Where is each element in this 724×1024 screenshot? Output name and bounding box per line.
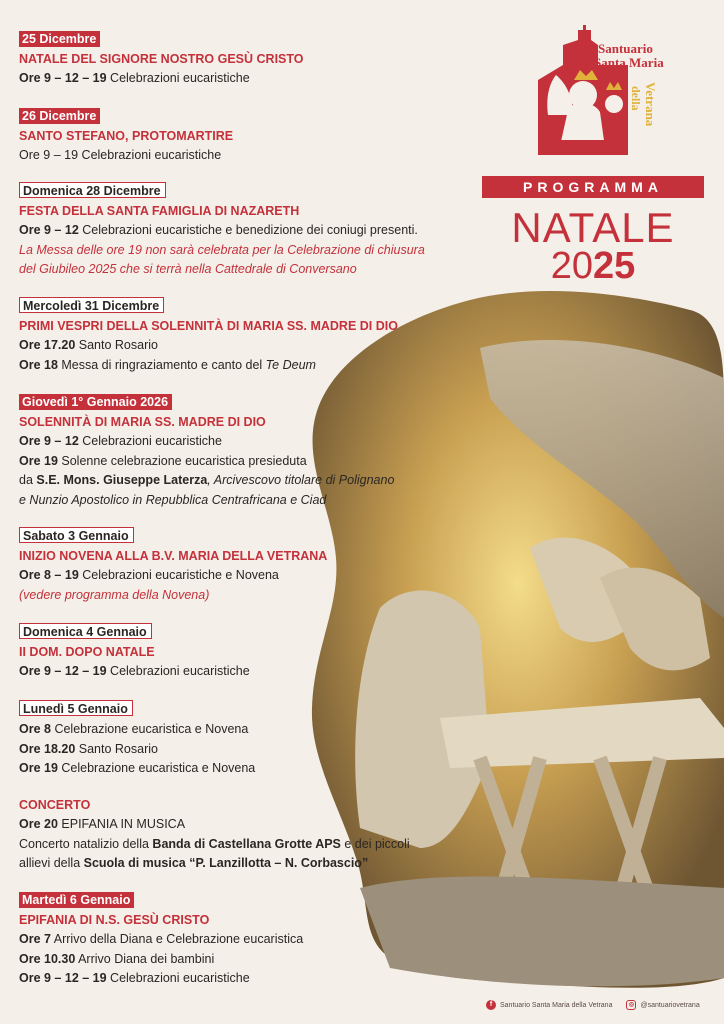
event-1-gennaio	[19, 393, 459, 510]
instagram-icon[interactable]: ◎	[626, 1000, 636, 1010]
event-date: Domenica 28 Dicembre	[19, 182, 166, 198]
event-time: Ore 9 – 12 – 19	[19, 971, 107, 985]
event-concerto	[19, 794, 459, 874]
year-heading	[482, 246, 704, 286]
event-desc: Celebrazioni eucaristiche e benedizione dei coniugi presenti.	[78, 223, 418, 237]
event-desc-italic: , Arcivescovo titolare di Polignano	[207, 473, 395, 487]
event-line	[19, 740, 459, 760]
event-desc: Solenne celebrazione eucaristica presieduta	[57, 453, 307, 468]
event-line	[19, 759, 459, 779]
event-line	[19, 835, 459, 855]
event-line	[19, 221, 459, 241]
event-date: Giovedì 1° Gennaio 2026	[19, 394, 172, 410]
facebook-icon[interactable]: f	[486, 1000, 496, 1010]
event-line	[19, 69, 459, 89]
event-date: 26 Dicembre	[19, 108, 100, 124]
event-desc: Santo Rosario	[75, 741, 158, 756]
event-6-gennaio	[19, 891, 459, 989]
event-date: Domenica 4 Gennaio	[19, 623, 152, 639]
event-title: CONCERTO	[19, 798, 91, 812]
event-note: La Messa delle ore 19 non sarà celebrata per la Celebrazione di chiusura	[19, 242, 425, 257]
event-28-dicembre	[19, 182, 459, 280]
event-desc: Celebrazioni eucaristiche e Novena	[78, 568, 279, 582]
event-time: Ore 10.30	[19, 951, 76, 966]
event-25-dicembre	[19, 30, 459, 89]
event-time: Ore 8	[19, 722, 51, 736]
event-4-gennaio	[19, 623, 459, 682]
event-desc: Messa di ringraziamento e canto del	[57, 357, 266, 372]
event-time: Ore 18	[19, 357, 58, 372]
event-title: INIZIO NOVENA ALLA B.V. MARIA DELLA VETRANA	[19, 549, 328, 563]
event-line	[19, 452, 459, 472]
event-26-dicembre	[19, 107, 459, 166]
logo-text-vetrana: Vetrana	[643, 82, 658, 127]
event-desc: Celebrazione eucaristica e Novena	[50, 722, 249, 736]
event-time: Ore 8 – 19	[19, 568, 79, 582]
event-31-dicembre	[19, 297, 459, 375]
event-desc: da	[19, 473, 37, 487]
event-time: Ore 7	[19, 932, 51, 946]
year-suffix: 25	[593, 245, 636, 287]
event-3-gennaio	[19, 527, 459, 605]
event-title: EPIFANIA DI N.S. GESÙ CRISTO	[19, 913, 210, 927]
event-desc: Arrivo della Diana e Celebrazione eucaristica	[50, 932, 304, 946]
event-line	[19, 662, 459, 682]
event-title: FESTA DELLA SANTA FAMIGLIA DI NAZARETH	[19, 204, 300, 218]
logo-text-santa-maria: Santa Maria	[594, 55, 664, 70]
event-desc: EPIFANIA IN MUSICA	[57, 817, 186, 831]
sanctuary-logo	[528, 20, 678, 165]
celebrant-name: S.E. Mons. Giuseppe Laterza	[36, 473, 208, 487]
event-time: Ore 19	[19, 453, 58, 468]
event-desc: Celebrazioni eucaristiche	[106, 71, 250, 85]
event-desc: e dei piccoli	[340, 836, 410, 851]
facebook-handle[interactable]: Santuario Santa Maria della Vetrana	[500, 1001, 613, 1009]
event-title: NATALE DEL SIGNORE NOSTRO GESÙ CRISTO	[19, 52, 304, 66]
event-line	[19, 815, 459, 835]
event-title: II DOM. DOPO NATALE	[19, 645, 155, 659]
event-date: 25 Dicembre	[19, 31, 100, 47]
event-line	[19, 854, 459, 874]
event-time: Ore 19	[19, 761, 58, 775]
event-title: PRIMI VESPRI DELLA SOLENNITÀ DI MARIA SS. MADRE DI DIO	[19, 319, 398, 333]
event-time: Ore 17.20	[19, 338, 76, 352]
event-line: e Nunzio Apostolico in Repubblica Centrafricana e Ciad	[19, 492, 327, 507]
instagram-handle[interactable]: @santuariovetrana	[640, 1001, 700, 1009]
logo-text-della: della	[629, 86, 643, 111]
event-date: Lunedì 5 Gennaio	[19, 700, 133, 716]
event-line	[19, 950, 459, 970]
event-time: Ore 9 – 12 – 19	[19, 71, 107, 85]
event-desc: Arrivo Diana dei bambini	[75, 951, 215, 966]
footer-social	[486, 998, 716, 1012]
event-line	[19, 356, 459, 376]
programma-banner: PROGRAMMA	[482, 176, 704, 198]
event-title: SOLENNITÀ DI MARIA SS. MADRE DI DIO	[19, 415, 266, 429]
event-date: Martedì 6 Gennaio	[19, 892, 134, 908]
event-date: Mercoledì 31 Dicembre	[19, 297, 164, 313]
event-line	[19, 720, 459, 740]
event-desc-italic: Te Deum	[265, 357, 316, 372]
event-date: Sabato 3 Gennaio	[19, 527, 134, 543]
school-name: Scuola di musica “P. Lanzillotta – N. Corbascio”	[83, 856, 369, 870]
event-line	[19, 471, 459, 491]
event-desc: Celebrazioni eucaristiche	[78, 434, 222, 448]
event-5-gennaio	[19, 700, 459, 779]
event-note: (vedere programma della Novena)	[19, 587, 210, 602]
event-desc: Concerto natalizio della	[19, 836, 153, 851]
event-desc: Celebrazione eucaristica e Novena	[57, 761, 256, 775]
logo-text-santuario: Santuario	[598, 41, 653, 56]
band-name: Banda di Castellana Grotte APS	[152, 836, 341, 851]
event-line	[19, 336, 459, 356]
event-desc: allievi della	[19, 856, 84, 870]
event-time: Ore 18.20	[19, 741, 76, 756]
event-line	[19, 566, 459, 586]
event-line	[19, 969, 459, 989]
natale-heading: NATALE	[511, 204, 675, 251]
event-line	[19, 930, 459, 950]
event-line: Ore 9 – 19 Celebrazioni eucaristiche	[19, 148, 222, 162]
event-desc: Celebrazioni eucaristiche	[106, 971, 250, 985]
event-desc: Celebrazioni eucaristiche	[106, 664, 250, 678]
year-prefix: 20	[550, 245, 593, 287]
event-title: SANTO STEFANO, PROTOMARTIRE	[19, 129, 234, 143]
event-note: del Giubileo 2025 che si terrà nella Cattedrale di Conversano	[19, 262, 357, 276]
event-time: Ore 20	[19, 817, 58, 831]
event-time: Ore 9 – 12 – 19	[19, 664, 107, 678]
event-time: Ore 9 – 12	[19, 434, 79, 448]
event-time: Ore 9 – 12	[19, 223, 79, 237]
event-desc: Santo Rosario	[75, 338, 158, 352]
event-line	[19, 432, 459, 452]
